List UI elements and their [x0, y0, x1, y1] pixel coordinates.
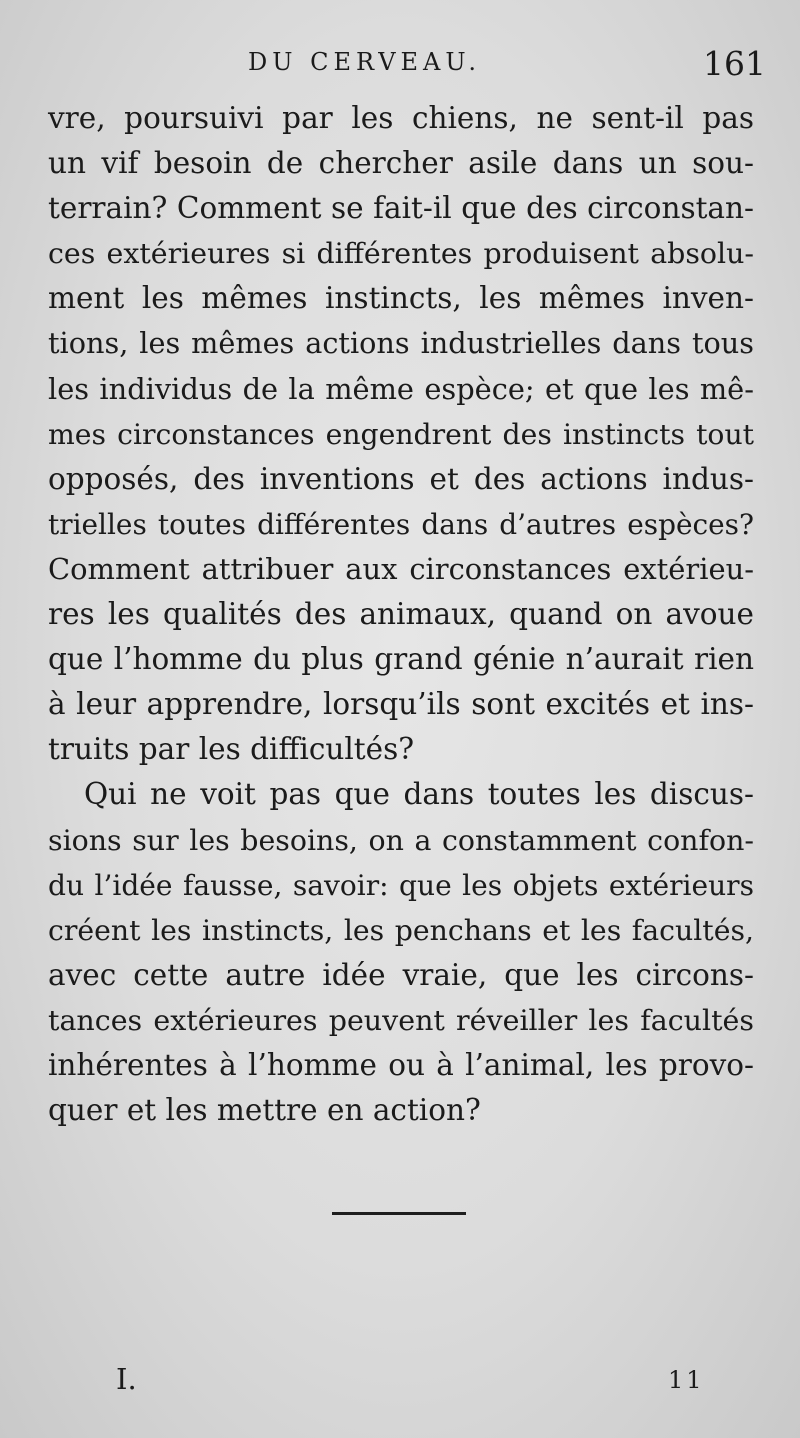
sheet-number: 11 [668, 1366, 705, 1394]
text-line: Comment attribuer aux circonstances extérieu- [48, 551, 754, 586]
running-title: DU CERVEAU. [248, 48, 482, 76]
page-number: 161 [703, 44, 766, 83]
text-line: terrain? Comment se fait-il que des circonstan- [48, 191, 754, 226]
text-line: sions sur les besoins, on a constamment confon- [48, 823, 754, 857]
paragraph-end-line: quer et les mettre en action? [48, 1093, 481, 1128]
text-line: trielles toutes différentes dans d’autres espèces? [48, 507, 754, 541]
text-line: les individus de la même espèce; et que les mê- [48, 371, 754, 406]
text-line: avec cette autre idée vraie, que les circons- [48, 957, 754, 992]
text-line: mes circonstances engendrent des instincts tout [48, 417, 754, 451]
text-line: inhérentes à l’homme ou à l’animal, les provo- [48, 1047, 754, 1082]
signature-mark: I. [116, 1362, 137, 1396]
text-line: vre, poursuivi par les chiens, ne sent-il pas [48, 101, 754, 135]
text-line: un vif besoin de chercher asile dans un sou- [48, 146, 754, 181]
text-line: tions, les mêmes actions industrielles dans tous [48, 326, 754, 361]
paragraph-start-line: Qui ne voit pas que dans toutes les discus- [84, 777, 754, 812]
text-line: tances extérieures peuvent réveiller les facultés [48, 1003, 754, 1037]
text-line: res les qualités des animaux, quand on avoue [48, 597, 754, 632]
text-line: à leur apprendre, lorsqu’ils sont excités et ins- [48, 687, 754, 722]
text-line: opposés, des inventions et des actions indus- [48, 461, 754, 496]
text-line: ment les mêmes instincts, les mêmes inven- [48, 281, 754, 316]
text-line: ces extérieures si différentes produisent absolu- [48, 237, 754, 271]
text-line: créent les instincts, les penchans et les facultés, [48, 913, 754, 947]
section-divider [332, 1212, 466, 1215]
text-line: que l’homme du plus grand génie n’aurait rien [48, 642, 754, 677]
running-head [0, 44, 800, 84]
paragraph-end-line: truits par les difficultés? [48, 732, 415, 767]
text-line: du l’idée fausse, savoir: que les objets extérieurs [48, 868, 754, 902]
body-text [48, 96, 754, 1133]
